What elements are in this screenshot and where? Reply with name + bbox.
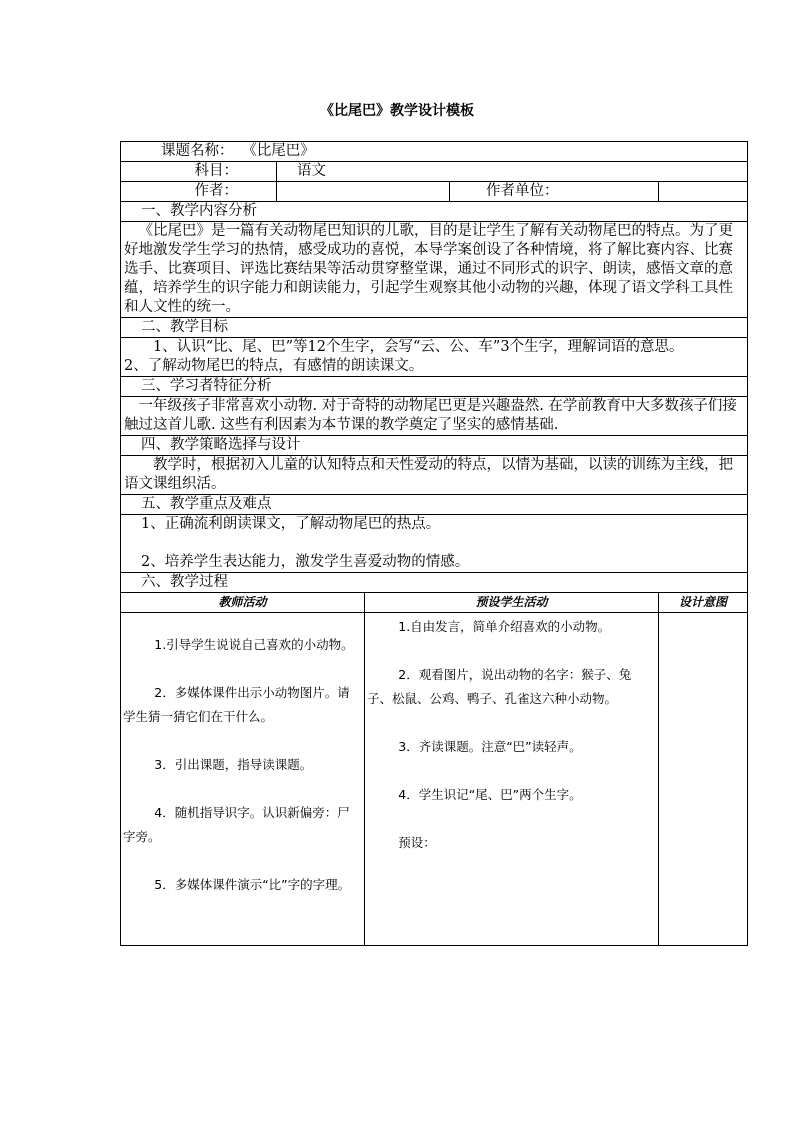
teacher-step: 1.引导学生说说自己喜欢的小动物。	[154, 637, 354, 652]
student-step: 3．齐读课题。注意“巴”读轻声。	[398, 739, 582, 754]
author-unit-label: 作者单位：	[450, 182, 659, 202]
key-point-item: 2、培养学生表达能力，激发学生喜爱动物的情感。	[141, 554, 470, 570]
teacher-step: 5．多媒体课件演示“比”字的字理。	[154, 877, 351, 892]
course-row	[121, 142, 748, 162]
section-text-3: 一年级孩子非常喜欢小动物. 对于奇特的动物尾巴更是兴趣盎然. 在学前教育中大多数孩子们接触过这首儿歌. 这些有利因素为本节课的教学奠定了坚实的感情基础.	[121, 397, 748, 436]
course-label: 课题名称：	[161, 143, 234, 159]
student-step: 2．观看图片，说出动物的名字：猴子、兔子、松鼠、公鸡、鸭子、孔雀这六种小动物。	[367, 667, 632, 706]
course-value: 《比尾巴》	[249, 143, 315, 159]
section-heading-1: 一、教学内容分析	[121, 202, 748, 222]
section-text-4: 教学时，根据初入儿童的认知特点和天性爱动的特点，以情为基础，以读的训练为主线，把语文课组织活。	[121, 456, 748, 495]
teacher-activity-cell	[121, 613, 365, 946]
section-heading-3: 三、学习者特征分析	[121, 377, 748, 397]
subject-label: 科目：	[121, 162, 277, 182]
student-step: 预设：	[398, 835, 436, 850]
section-heading-2: 二、教学目标	[121, 318, 748, 338]
objective-item: 2、了解动物尾巴的特点，有感情的朗读课文。	[124, 358, 424, 374]
section-heading-5: 五、教学重点及难点	[121, 495, 748, 515]
student-step: 4．学生识记“尾、巴”两个生字。	[398, 787, 582, 802]
section-heading-6: 六、教学过程	[121, 573, 748, 593]
author-unit-value	[659, 182, 748, 202]
design-intent-cell	[659, 613, 748, 946]
process-header-intent: 设计意图	[659, 593, 748, 613]
section-heading-4: 四、教学策略选择与设计	[121, 436, 748, 456]
student-step: 1.自由发言，简单介绍喜欢的小动物。	[398, 619, 611, 634]
key-point-item: 1、正确流利朗读课文，了解动物尾巴的热点。	[141, 516, 441, 532]
document-title: 《比尾巴》教学设计模板	[320, 103, 474, 119]
teacher-step: 2．多媒体课件出示小动物图片。请学生猜一猜它们在干什么。	[123, 685, 350, 724]
teacher-step: 3．引出课题，指导读课题。	[154, 757, 313, 772]
lesson-plan-table	[120, 141, 748, 946]
section-body-5	[121, 515, 748, 573]
subject-value: 语文	[277, 162, 748, 182]
student-activity-cell	[365, 613, 659, 946]
objective-item: 1、认识“比、尾、巴”等12个生字，会写“云、公、车”3个生字，理解词语的意思。	[153, 339, 684, 355]
author-label: 作者：	[121, 182, 277, 202]
section-body-2	[121, 338, 748, 377]
author-value	[277, 182, 450, 202]
process-header-student: 预设学生活动	[365, 593, 659, 613]
teacher-step: 4．随机指导识字。认识新偏旁：尸字旁。	[123, 805, 350, 844]
section-text-1: 《比尾巴》是一篇有关动物尾巴知识的儿歌，目的是让学生了解有关动物尾巴的特点。为了更好地激发学生学习的热情，感受成功的喜悦，本导学案创设了各种情境，将了解比赛内容、比赛选手、比赛项目、评选比赛结果等活动贯穿整堂课，通过不同形式的识字、朗读，感悟文章的意蕴，培养学生的识字能力和朗读能力，引起学生观察其他小动物的兴趣，体现了语文学科工具性和人文性的统一。	[121, 222, 748, 318]
process-header-teacher: 教师活动	[121, 593, 365, 613]
